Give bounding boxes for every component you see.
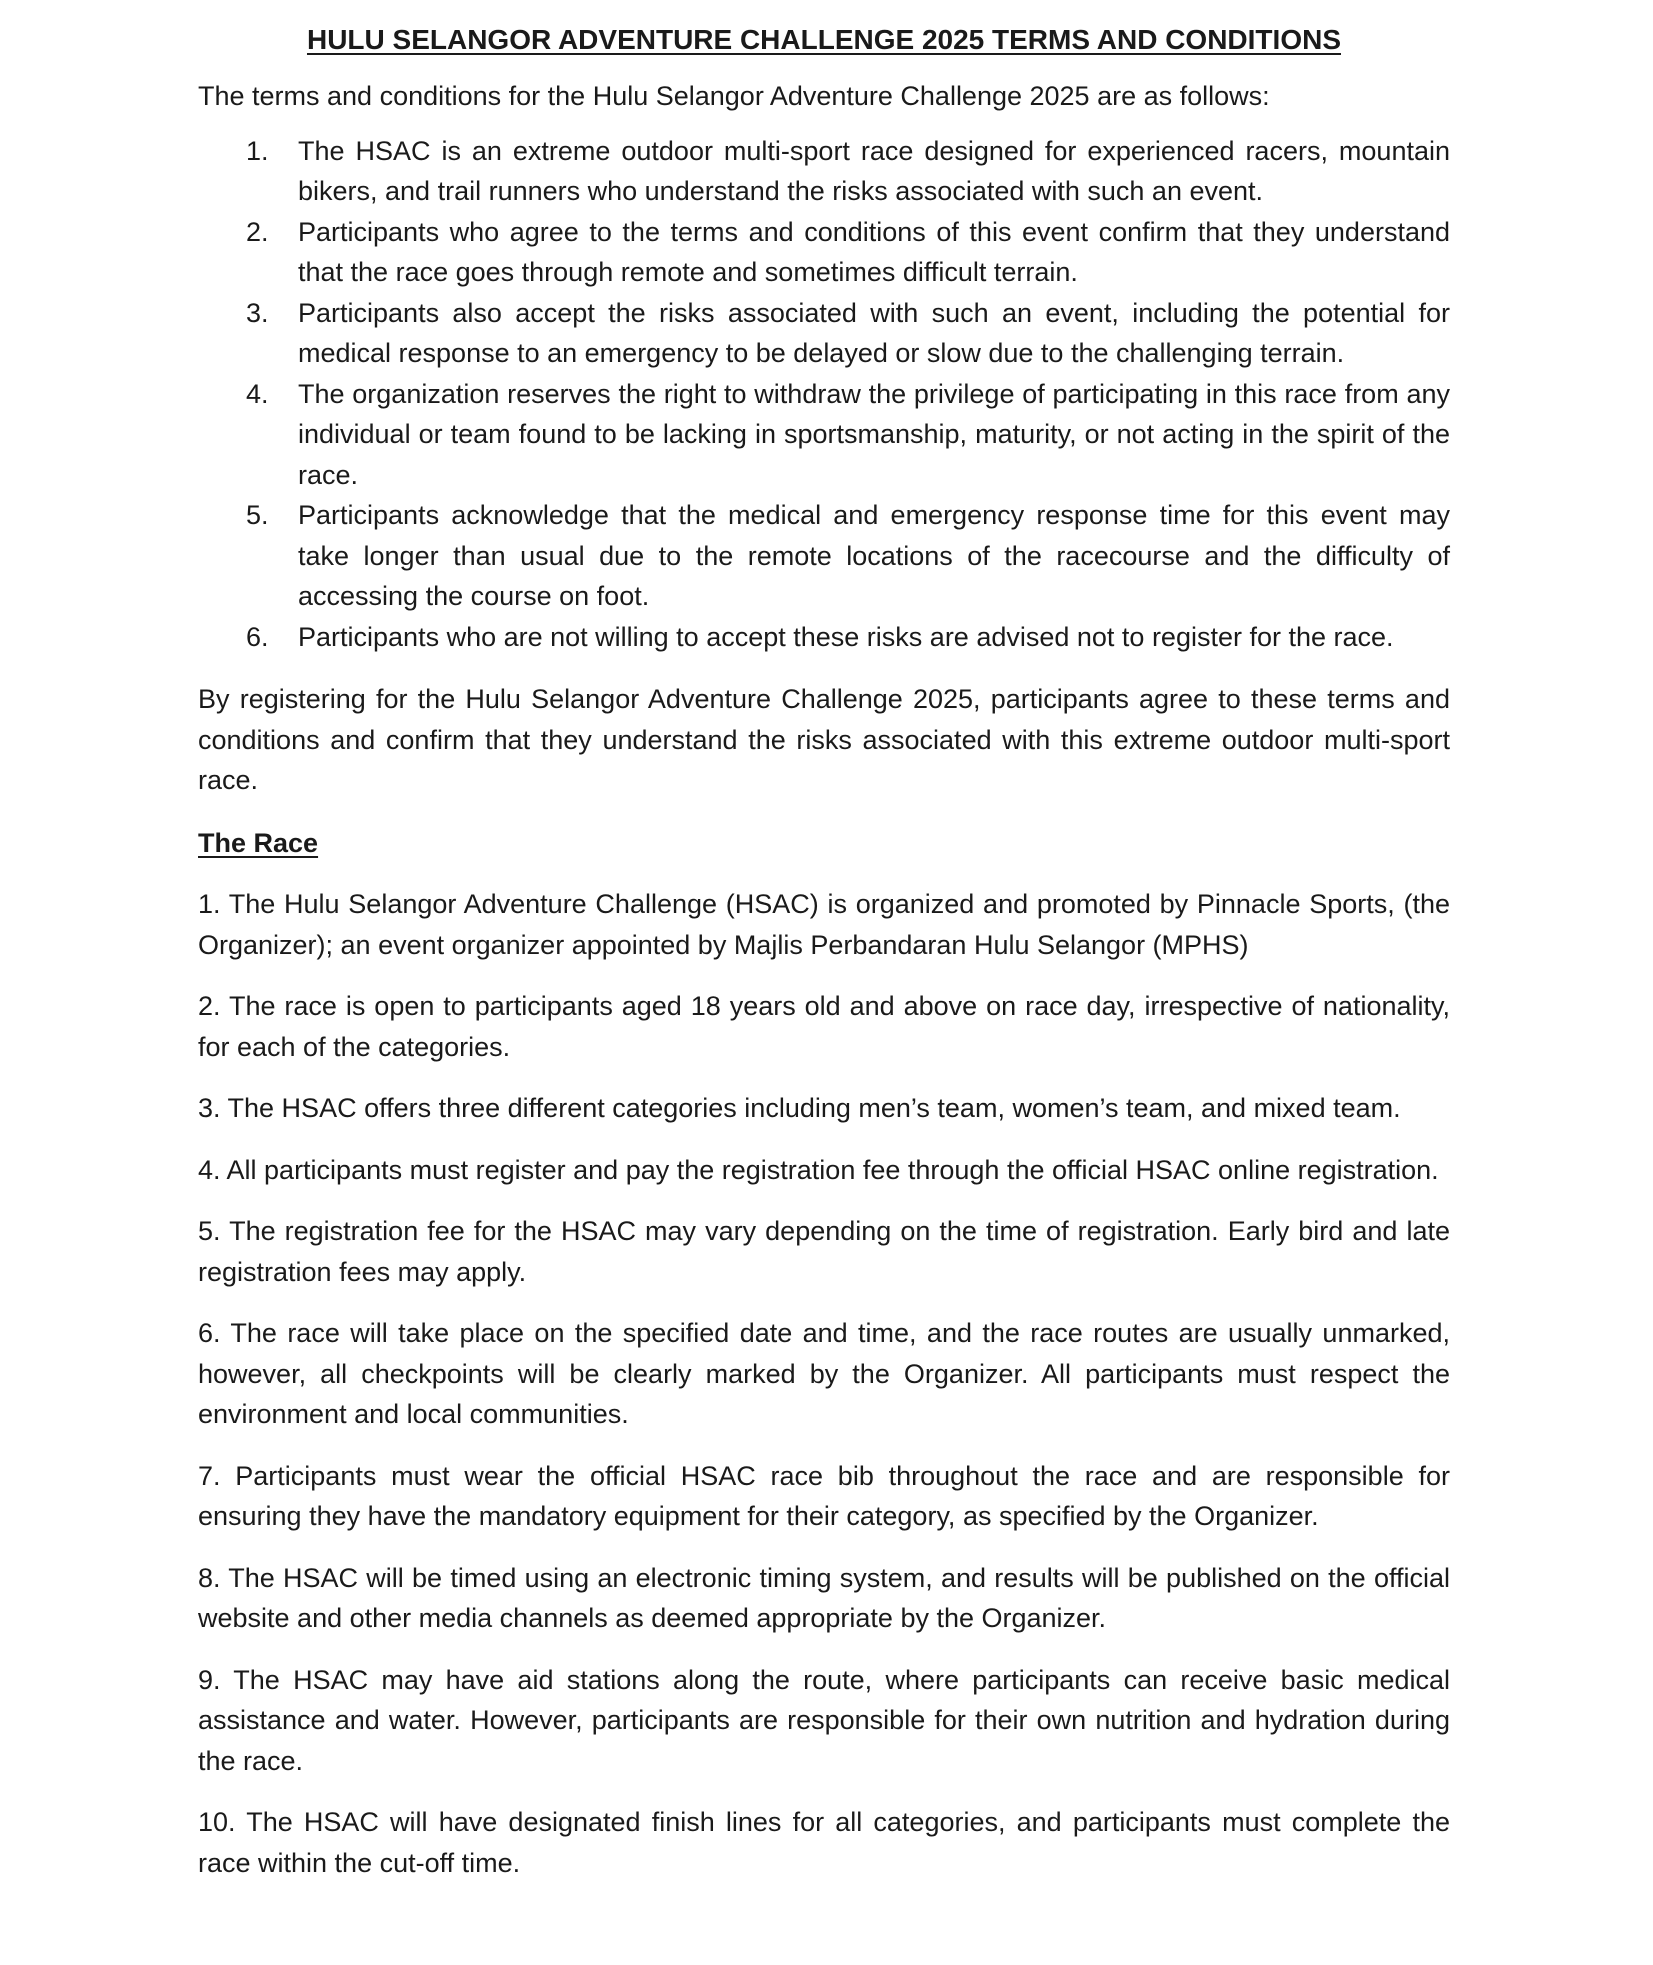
race-rule-paragraph: 5. The registration fee for the HSAC may vary depending on the time of registration. Early bird and late registration fees may apply. (198, 1216, 1450, 1287)
terms-list-item (246, 495, 1450, 617)
terms-list-item (246, 374, 1450, 496)
race-rule-paragraph: 8. The HSAC will be timed using an electronic timing system, and results will be published on the official website and other media channels as deemed appropriate by the Organizer. (198, 1562, 1450, 1633)
race-rule-paragraph: 7. Participants must wear the official HSAC race bib throughout the race and are responsible for ensuring they have the mandatory equipment for their category, as specified by the Organizer. (198, 1460, 1450, 1531)
list-item-text: Participants acknowledge that the medical and emergency response time for this event may take longer than usual due to the remote locations of the racecourse and the difficulty of accessing the course on foot. (298, 500, 1450, 611)
race-rule-paragraph: 3. The HSAC offers three different categories including men’s team, women’s team, and mixed team. (198, 1093, 1401, 1123)
document-page (198, 18, 1450, 1904)
intro-paragraph: The terms and conditions for the Hulu Selangor Adventure Challenge 2025 are as follows: (198, 81, 1270, 111)
list-item-text: Participants who are not willing to accept these risks are advised not to register for the race. (298, 621, 1394, 652)
document-title: HULU SELANGOR ADVENTURE CHALLENGE 2025 TERMS AND CONDITIONS (306, 24, 1341, 55)
list-item-text: The HSAC is an extreme outdoor multi-sport race designed for experienced racers, mountain bikers, and trail runners who understand the risks associated with such an event. (298, 135, 1450, 206)
list-item-text: Participants who agree to the terms and conditions of this event confirm that they understand that the race goes through remote and sometimes difficult terrain. (298, 216, 1450, 287)
terms-list-item (246, 212, 1450, 293)
list-number: 3. (246, 297, 269, 328)
list-number: 1. (246, 135, 269, 166)
list-number: 5. (246, 500, 269, 530)
list-number: 4. (246, 378, 269, 409)
race-rule-paragraph: 9. The HSAC may have aid stations along the route, where participants can receive basic medical assistance and water. However, participants are responsible for their own nutrition and hydration during the race. (198, 1664, 1450, 1776)
terms-list-item (246, 293, 1450, 374)
closing-paragraph: By registering for the Hulu Selangor Adventure Challenge 2025, participants agree to these terms and conditions and confirm that they understand the risks associated with this extreme outdoor multi-sport race. (198, 684, 1450, 795)
list-item-text: The organization reserves the right to withdraw the privilege of participating in this race from any individual or team found to be lacking in sportsmanship, maturity, or not acting in the spirit of the race. (298, 378, 1450, 490)
terms-list (198, 131, 1450, 658)
terms-list-item (246, 617, 1450, 658)
terms-list-item (246, 131, 1450, 212)
race-rule-paragraph: 1. The Hulu Selangor Adventure Challenge (HSAC) is organized and promoted by Pinnacle Sports, (the Organizer); an event organizer appointed by Majlis Perbandaran Hulu Selangor (MPHS) (198, 889, 1450, 960)
race-rule-paragraph: 2. The race is open to participants aged 18 years old and above on race day, irrespective of nationality, for each of the categories. (198, 991, 1450, 1062)
race-rule-paragraph: 4. All participants must register and pay the registration fee through the official HSAC online registration. (198, 1154, 1439, 1185)
race-rule-paragraph: 6. The race will take place on the specified date and time, and the race routes are usually unmarked, however, all checkpoints will be clearly marked by the Organizer. All participants must respect the environment and local communities. (198, 1318, 1450, 1429)
section-heading-the-race: The Race (198, 827, 319, 858)
list-item-text: Participants also accept the risks associated with such an event, including the potential for medical response to an emergency to be delayed or slow due to the challenging terrain. (298, 297, 1450, 368)
race-rule-paragraph: 10. The HSAC will have designated finish lines for all categories, and participants must complete the race within the cut-off time. (198, 1807, 1450, 1878)
list-number: 2. (246, 216, 269, 247)
list-number: 6. (246, 621, 269, 652)
